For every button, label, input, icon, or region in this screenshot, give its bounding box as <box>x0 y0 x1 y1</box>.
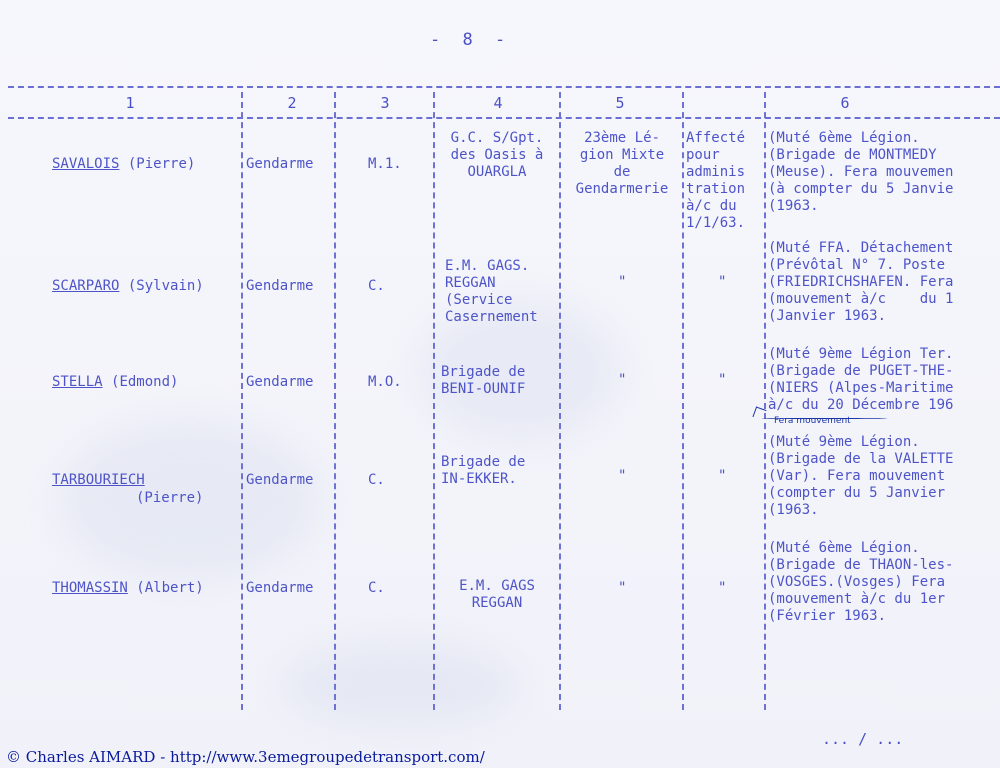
legion-cell: 23ème Lé- gion Mixte de Gendarmerie <box>575 130 669 197</box>
table-row-name: SCARPARO (Sylvain) <box>52 278 204 294</box>
unit-cell: E.M. GAGS. REGGAN (Service Casernement <box>445 258 538 325</box>
unit-cell: G.C. S/Gpt. des Oasis à OUARGLA <box>450 130 544 180</box>
code-cell: C. <box>368 472 385 488</box>
unit-cell: Brigade de IN-EKKER. <box>441 454 526 487</box>
legion-cell: " <box>618 580 627 596</box>
table-top-rule <box>8 86 1000 88</box>
column-divider <box>334 92 336 710</box>
remarks-cell: (Muté 6ème Légion. (Brigade de THAON-les- (VOSGES.(Vosges) Fera (mouvement à/c du 1er (Février 1963. <box>768 540 954 624</box>
paper-stain <box>280 640 520 730</box>
table-row-name: TARBOURIECH <box>52 472 145 488</box>
column-divider <box>764 92 766 710</box>
page-number: - 8 - <box>430 30 512 50</box>
column-header-2: 2 <box>287 94 297 112</box>
column-header-3: 3 <box>380 94 390 112</box>
code-cell: C. <box>368 580 385 596</box>
remarks-cell: (Muté FFA. Détachement (Prévôtal N° 7. Poste (FRIEDRICHSHAFEN. Fera (mouvement à/c du 1 (Janvier 1963. <box>768 240 954 324</box>
table-header-rule <box>8 117 1000 119</box>
rank-cell: Gendarme <box>246 156 314 172</box>
column-header-5: 5 <box>615 94 625 112</box>
column-divider <box>433 92 435 710</box>
table-row-name: SAVALOIS (Pierre) <box>52 156 196 172</box>
continuation-marker: ... / ... <box>822 730 904 748</box>
remarks-cell: (Muté 9ème Légion. (Brigade de la VALETTE (Var). Fera mouvement (compter du 5 Janvier (1963. <box>768 434 954 518</box>
table-row-firstname: (Pierre) <box>136 490 204 506</box>
column-header-6: 6 <box>840 94 850 112</box>
assignment-cell: " <box>718 580 727 596</box>
column-divider <box>241 92 243 710</box>
table-row-name: THOMASSIN (Albert) <box>52 580 204 596</box>
unit-cell: E.M. GAGS REGGAN <box>459 578 535 611</box>
rank-cell: Gendarme <box>246 580 314 596</box>
copyright-notice: © Charles AIMARD - http://www.3emegroupedetransport.com/ <box>6 748 485 766</box>
legion-cell: " <box>618 274 627 290</box>
column-divider <box>682 92 684 710</box>
remarks-cell: (Muté 6ème Légion. (Brigade de MONTMEDY (Meuse). Fera mouvemen (à compter du 5 Janvie (1963. <box>768 130 954 214</box>
column-header-1: 1 <box>125 94 135 112</box>
assignment-cell: " <box>718 274 727 290</box>
unit-cell: Brigade de BENI-OUNIF <box>441 364 526 397</box>
rank-cell: Gendarme <box>246 374 314 390</box>
code-cell: C. <box>368 278 385 294</box>
column-header-4: 4 <box>493 94 503 112</box>
remarks-cell: (Muté 9ème Légion Ter. (Brigade de PUGET-THE- (NIERS (Alpes-Maritime à/c du 20 Décembre 196 <box>768 346 954 413</box>
column-divider <box>559 92 561 710</box>
legion-cell: " <box>618 468 627 484</box>
rank-cell: Gendarme <box>246 472 314 488</box>
assignment-cell: " <box>718 372 727 388</box>
legion-cell: " <box>618 372 627 388</box>
rank-cell: Gendarme <box>246 278 314 294</box>
assignment-cell: " <box>718 468 727 484</box>
code-cell: M.O. <box>368 374 402 390</box>
code-cell: M.1. <box>368 156 402 172</box>
table-row-name: STELLA (Edmond) <box>52 374 179 390</box>
handwritten-annotation: Fera mouvement <box>762 410 892 424</box>
assignment-cell: Affecté pour adminis tration à/c du 1/1/63. <box>686 130 746 231</box>
